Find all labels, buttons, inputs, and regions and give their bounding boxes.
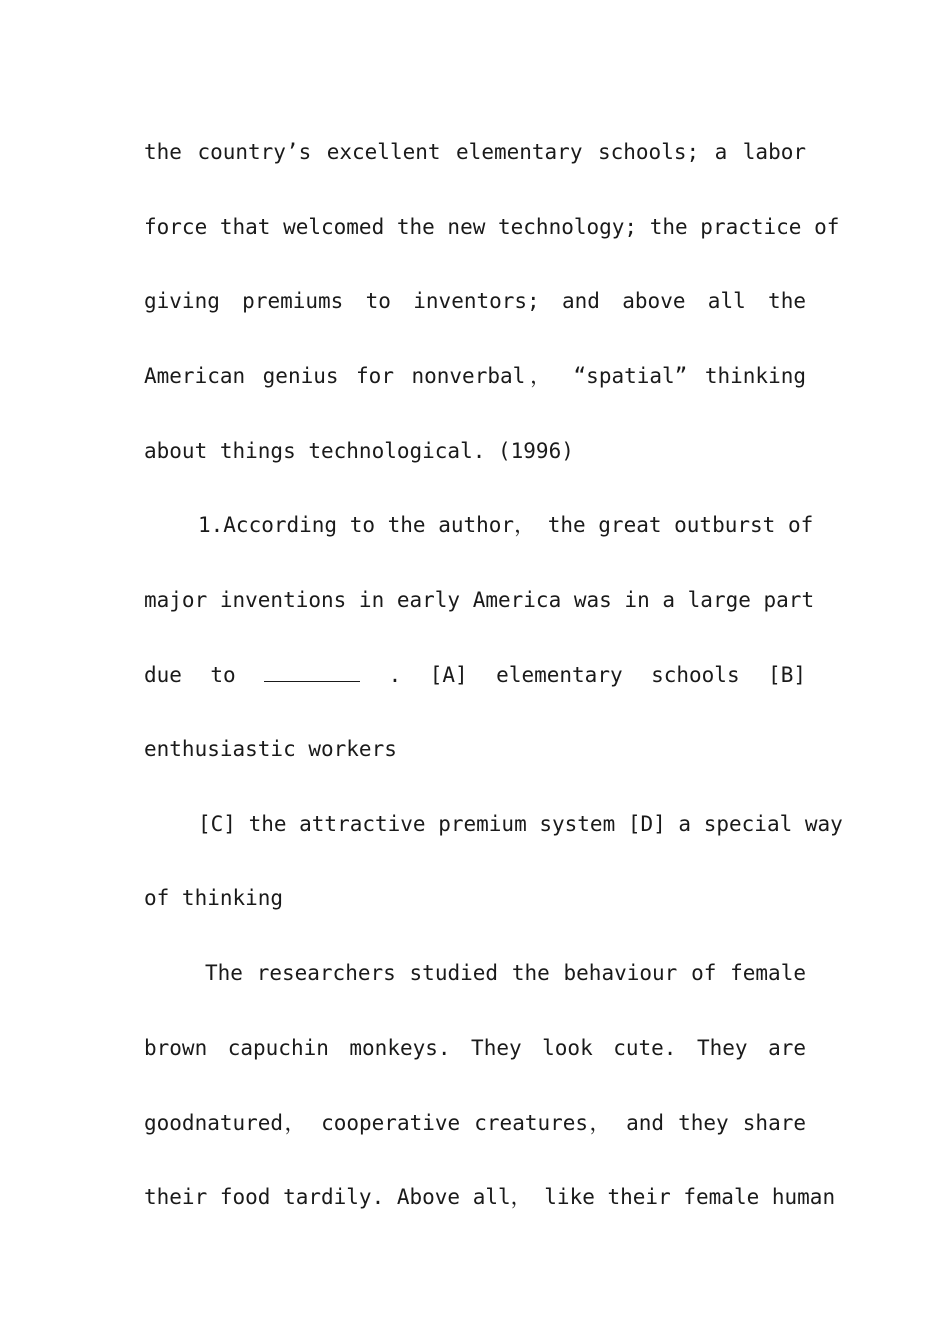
paragraph2-line1: The researchers studied the behaviour of female [205,961,806,985]
paragraph2-line2: brown capuchin monkeys. They look cute. They are [144,1036,806,1060]
question1-line3-end: . [A] elementary schools [B] [388,663,806,687]
question1-line2: major inventions in early America was in a large part [144,588,815,612]
answer-blank [264,661,360,682]
paragraph2-line3: goodnatured， cooperative creatures， and they share [144,1111,806,1135]
question1-line3 [144,660,806,690]
question1-line5: [C] the attractive premium system [D] a special way [198,812,843,836]
question1-line1: 1.According to the author， the great outburst of [198,513,814,537]
paragraph1-line1: the country’s excellent elementary schools; a labor [144,140,806,164]
question1-line4: enthusiastic workers [144,737,397,761]
paragraph1-line2: force that welcomed the new technology; the practice of [144,215,840,239]
question1-line6: of thinking [144,886,284,910]
paragraph1-line3: giving premiums to inventors; and above all the [144,289,806,313]
paragraph2-line4: their food tardily. Above all， like their female human [144,1185,836,1209]
question1-line3-start: due to [144,663,265,687]
paragraph1-line4: American genius for nonverbal， “spatial” thinking [144,364,806,388]
paragraph1-line5: about things technological. (1996) [144,439,574,463]
